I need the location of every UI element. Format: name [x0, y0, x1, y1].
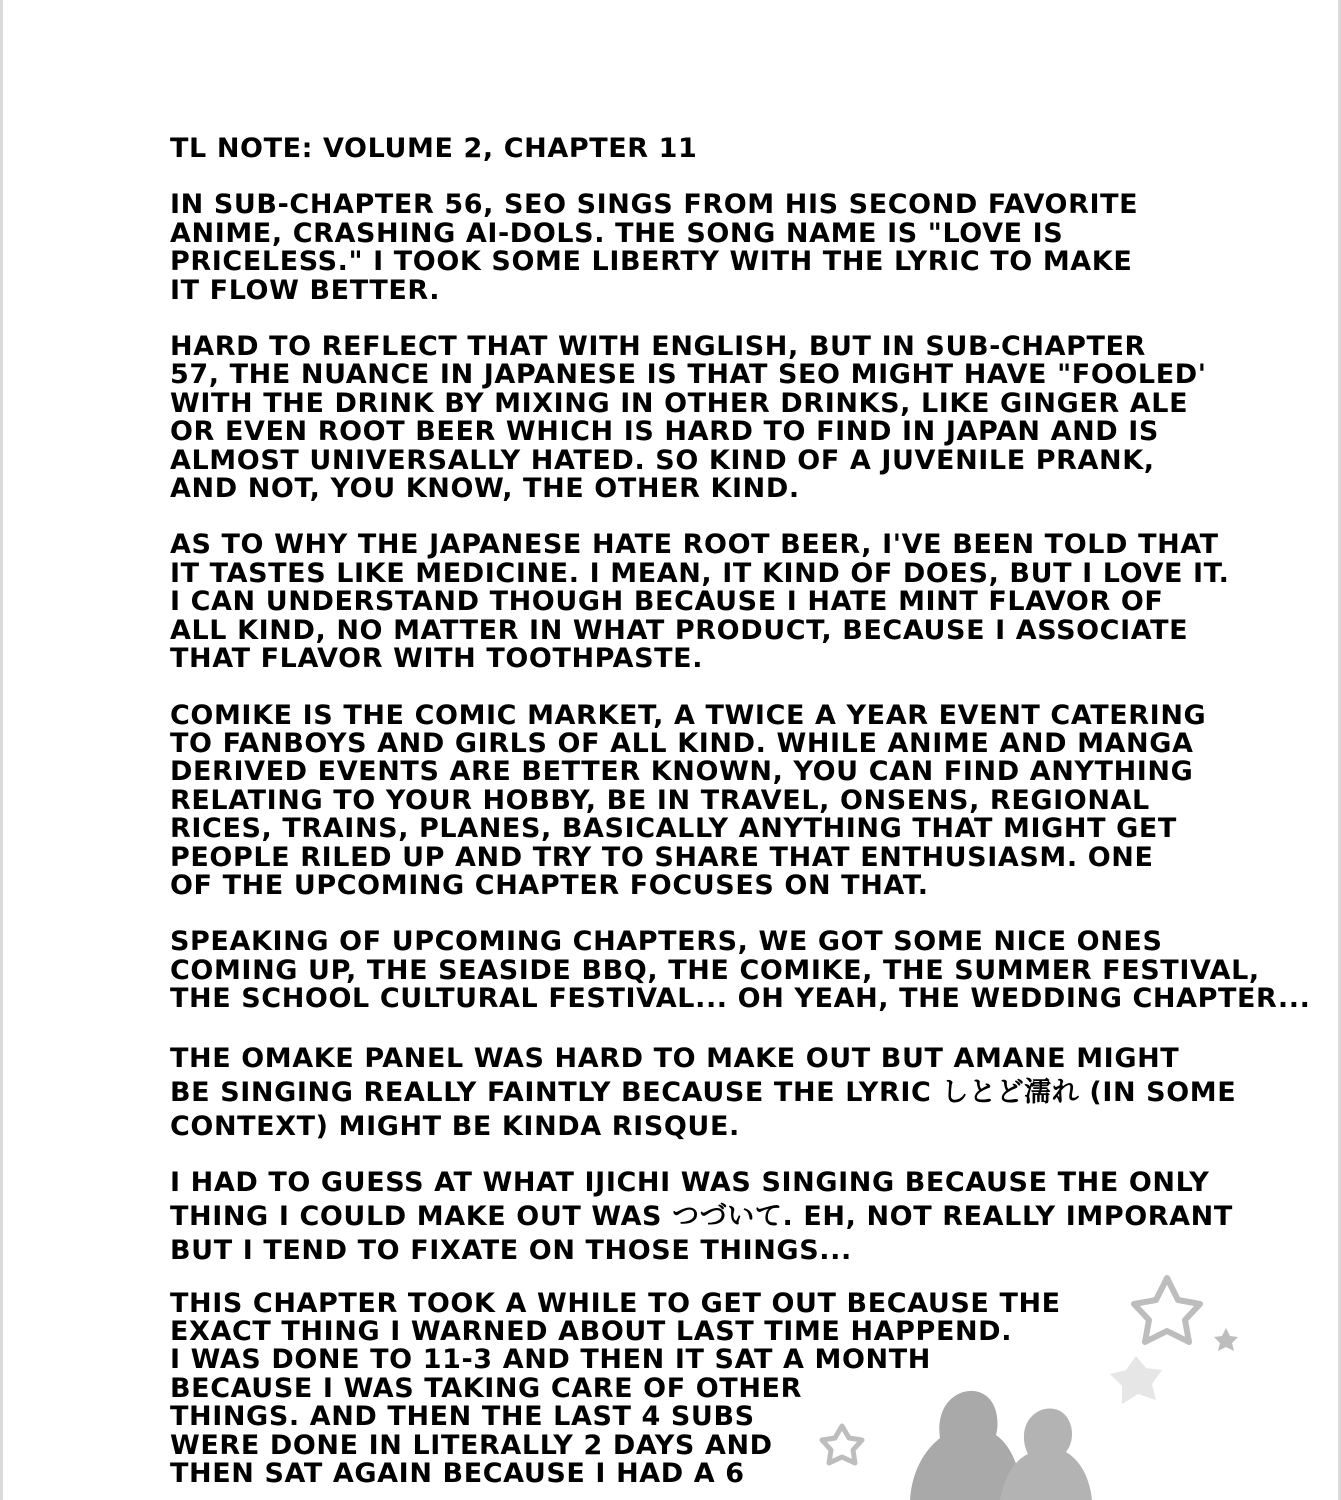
note-paragraph-2: HARD TO REFLECT THAT WITH ENGLISH, BUT IN SUB-CHAPTER 57, THE NUANCE IN JAPANESE IS THAT SEO MIGHT HAVE "FOOLED' WITH THE DRINK BY MIXING IN OTHER DRINKS, LIKE GINGER ALE OR EVEN ROOT BEER WHICH IS HARD TO FIND IN JAPAN AND IS ALMOST UNIVERSALLY HATED. SO KIND OF A JUVENILE PRANK, AND NOT, YOU KNOW, THE OTHER KIND. [170, 331, 1207, 505]
decorative-illustration [800, 1260, 1341, 1500]
note-title: TL NOTE: VOLUME 2, CHAPTER 11 [170, 133, 698, 164]
note-paragraph-3: AS TO WHY THE JAPANESE HATE ROOT BEER, I'VE BEEN TOLD THAT IT TASTES LIKE MEDICINE. I MEAN, IT KIND OF DOES, BUT I LOVE IT. I CAN UNDERSTAND THOUGH BECAUSE I HATE MINT FLAVOR OF ALL KIND, NO MATTER IN WHAT PRODUCT, BECAUSE I ASSOCIATE THAT FLAVOR WITH TOOTHPASTE. [170, 529, 1230, 675]
page-left-edge [0, 0, 3, 1500]
couple-silhouette-second-icon [1000, 1409, 1092, 1500]
note-paragraph-7: I HAD TO GUESS AT WHAT IJICHI WAS SINGING BECAUSE THE ONLY THING I COULD MAKE OUT WAS つづいて. EH, NOT REALLY IMPORANT BUT I TEND TO FIXATE ON THOSE THINGS... [170, 1166, 1233, 1266]
filled-star-small-icon [1214, 1328, 1238, 1351]
note-paragraph-1: IN SUB-CHAPTER 56, SEO SINGS FROM HIS SECOND FAVORITE ANIME, CRASHING AI-DOLS. THE SONG NAME IS "LOVE IS PRICELESS." I TOOK SOME LIBERTY WITH THE LYRIC TO MAKE IT FLOW BETTER. [170, 189, 1139, 306]
outline-star-small-icon [822, 1426, 862, 1463]
note-paragraph-4: COMIKE IS THE COMIC MARKET, A TWICE A YEAR EVENT CATERING TO FANBOYS AND GIRLS OF ALL KIND. WHILE ANIME AND MANGA DERIVED EVENTS ARE BETTER KNOWN, YOU CAN FIND ANYTHING RELATING TO YOUR HOBBY, BE IN TRAVEL, ONSENS, REGIONAL RICES, TRAINS, PLANES, BASICALLY ANYTHING THAT MIGHT GET PEOPLE RILED UP AND TRY TO SHARE THAT ENTHUSIASM. ONE OF THE UPCOMING CHAPTER FOCUSES ON THAT. [170, 699, 1207, 901]
note-paragraph-8: THIS CHAPTER TOOK A WHILE TO GET OUT BECAUSE THE EXACT THING I WARNED ABOUT LAST TIME HAPPEND. I WAS DONE TO 11-3 AND THEN IT SAT A MONTH BECAUSE I WAS TAKING CARE OF OTHER THINGS. AND THEN THE LAST 4 SUBS WERE DONE IN LITERALLY 2 DAYS AND THEN SAT AGAIN BECAUSE I HAD A 6 [170, 1287, 1061, 1489]
note-paragraph-5: SPEAKING OF UPCOMING CHAPTERS, WE GOT SOME NICE ONES COMING UP, THE SEASIDE BBQ, THE COMIKE, THE SUMMER FESTIVAL, THE SCHOOL CULTURAL FESTIVAL... OH YEAH, THE WEDDING CHAPTER... [170, 926, 1311, 1015]
outline-star-large-icon [1134, 1278, 1200, 1342]
faint-star-icon [1110, 1356, 1162, 1404]
note-paragraph-6: THE OMAKE PANEL WAS HARD TO MAKE OUT BUT AMANE MIGHT BE SINGING REALLY FAINTLY BECAUSE THE LYRIC しとど濡れ (IN SOME CONTEXT) MIGHT BE KINDA RISQUE. [170, 1042, 1237, 1142]
